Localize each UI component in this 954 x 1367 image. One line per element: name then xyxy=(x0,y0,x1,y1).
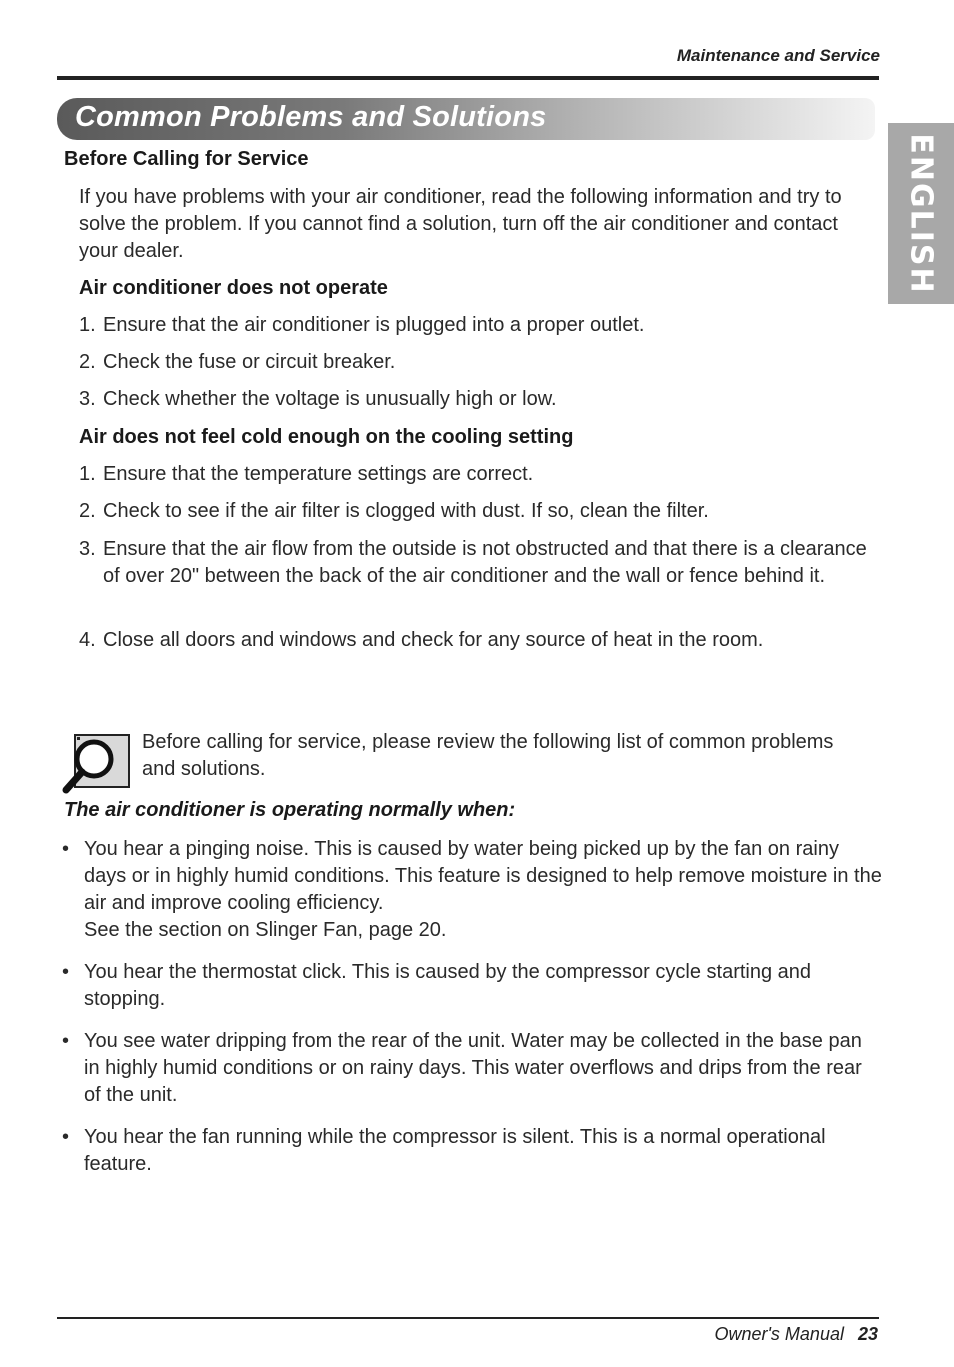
list-item xyxy=(79,536,869,590)
list-item xyxy=(79,386,879,413)
bullet-text: You hear the thermostat click. This is caused by the compressor cycle starting and stopping. xyxy=(84,961,812,1010)
language-tab xyxy=(888,123,954,304)
footer xyxy=(714,1324,878,1345)
list-item xyxy=(62,1028,882,1109)
item-number: 1. xyxy=(79,314,96,336)
list-item xyxy=(79,461,879,488)
language-tab-label: ENGLISH xyxy=(903,132,939,295)
footer-divider xyxy=(57,1317,879,1319)
list-item xyxy=(62,959,882,1013)
item-text: Ensure that the temperature settings are correct. xyxy=(103,463,534,485)
list-item xyxy=(62,1124,882,1178)
item-text: Check to see if the air filter is clogged with dust. If so, clean the filter. xyxy=(103,500,709,522)
header-divider xyxy=(57,76,879,80)
item-number: 1. xyxy=(79,463,96,485)
not-cold-heading: Air does not feel cold enough on the cooling setting xyxy=(79,426,574,448)
tip-text: Before calling for service, please review the following list of common problems and solutions. xyxy=(142,731,834,780)
item-text: Close all doors and windows and check for any source of heat in the room. xyxy=(103,629,764,651)
list-item xyxy=(79,312,879,339)
bullet-extra-text: See the section on Slinger Fan, page 20. xyxy=(84,919,447,941)
before-calling-heading: Before Calling for Service xyxy=(64,148,309,170)
list-item xyxy=(79,349,879,376)
item-text: Ensure that the air flow from the outside is not obstructed and that there is a clearance of over 20" between the back of the air conditioner and the wall or fence behind it. xyxy=(103,538,867,587)
magnifier-icon xyxy=(62,733,132,795)
item-number: 3. xyxy=(79,538,96,560)
page-title: Common Problems and Solutions xyxy=(75,101,547,133)
item-text: Check the fuse or circuit breaker. xyxy=(103,351,396,373)
item-number: 2. xyxy=(79,500,96,522)
normal-operation-heading: The air conditioner is operating normally when: xyxy=(64,799,516,821)
list-item xyxy=(79,498,879,525)
not-operate-heading: Air conditioner does not operate xyxy=(79,277,388,299)
list-item xyxy=(79,627,879,654)
item-text: Check whether the voltage is unusually high or low. xyxy=(103,388,557,410)
item-number: 2. xyxy=(79,351,96,373)
bullet-text: You see water dripping from the rear of the unit. Water may be collected in the base pan in highly humid conditions or on rainy days. This water overflows and drips from the rear of the unit. xyxy=(84,1030,862,1106)
item-number: 4. xyxy=(79,629,96,651)
item-number: 3. xyxy=(79,388,96,410)
bullet-text: You hear a pinging noise. This is caused by water being picked up by the fan on rainy days or in highly humid conditions. This feature is designed to help remove moisture in the air and improve cooling efficiency. xyxy=(84,838,882,914)
manual-label: Owner's Manual xyxy=(714,1324,844,1344)
intro-paragraph: If you have problems with your air conditioner, read the following information and try to solve the problem. If you cannot find a solution, turn off the air conditioner and contact your dealer. xyxy=(79,186,842,262)
bullet-icon: • xyxy=(62,1126,70,1148)
bullet-icon: • xyxy=(62,838,70,860)
page-number: 23 xyxy=(857,1324,878,1344)
bullet-icon: • xyxy=(62,961,70,983)
list-item xyxy=(62,836,882,944)
bullet-icon: • xyxy=(62,1030,70,1052)
section-label: Maintenance and Service xyxy=(676,46,880,65)
item-text: Ensure that the air conditioner is plugged into a proper outlet. xyxy=(103,314,645,336)
bullet-text: You hear the fan running while the compressor is silent. This is a normal operational feature. xyxy=(84,1126,826,1175)
